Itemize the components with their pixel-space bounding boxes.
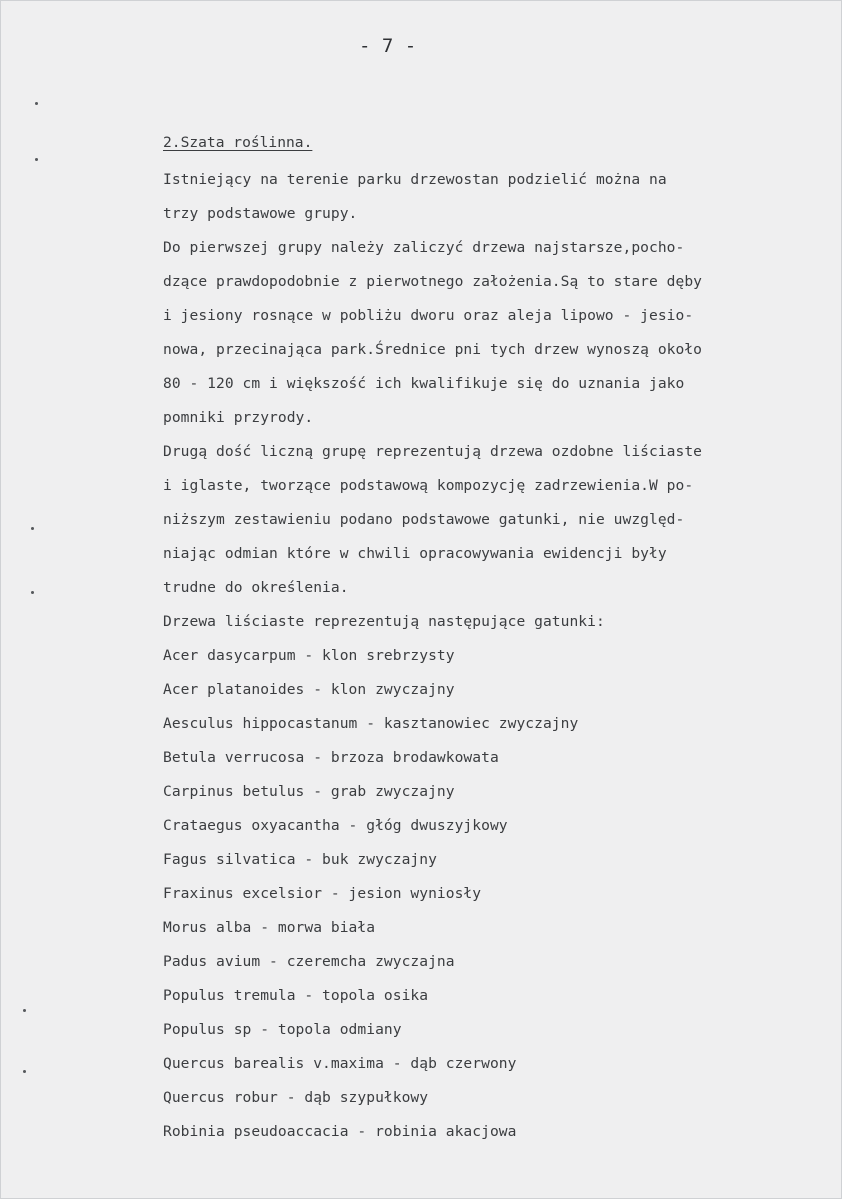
paragraph-line: dzące prawdopodobnie z pierwotnego założenia.Są to stare dęby [163, 273, 703, 290]
species-item: Populus sp - topola odmiany [163, 1021, 402, 1038]
paragraph-line: i iglaste, tworzące podstawową kompozycję zadrzewienia.W po- [163, 477, 694, 494]
scan-speck [35, 158, 38, 161]
paragraph-line: trudne do określenia. [163, 579, 349, 596]
paragraph-line: pomniki przyrody. [163, 409, 314, 426]
species-item: Carpinus betulus - grab zwyczajny [163, 783, 455, 800]
scan-speck [23, 1009, 26, 1012]
species-item: Populus tremula - topola osika [163, 987, 429, 1004]
scan-speck [23, 1070, 26, 1073]
paragraph-line: 80 - 120 cm i większość ich kwalifikuje się do uznania jako [163, 375, 685, 392]
paragraph-line: nowa, przecinająca park.Średnice pni tych drzew wynoszą około [163, 341, 703, 358]
paragraph-line: trzy podstawowe grupy. [163, 205, 358, 222]
paragraph-line: Istniejący na terenie parku drzewostan podzielić można na [163, 171, 667, 188]
paragraph-line: Drugą dość liczną grupę reprezentują drzewa ozdobne liściaste [163, 443, 703, 460]
species-item: Fagus silvatica - buk zwyczajny [163, 851, 437, 868]
species-item: Acer platanoides - klon zwyczajny [163, 681, 455, 698]
scan-speck [31, 591, 34, 594]
species-item: Quercus barealis v.maxima - dąb czerwony [163, 1055, 517, 1072]
paragraph-line: Do pierwszej grupy należy zaliczyć drzewa najstarsze,pocho- [163, 239, 685, 256]
species-item: Betula verrucosa - brzoza brodawkowata [163, 749, 499, 766]
species-item: Aesculus hippocastanum - kasztanowiec zwyczajny [163, 715, 579, 732]
species-item: Acer dasycarpum - klon srebrzysty [163, 647, 455, 664]
list-intro: Drzewa liściaste reprezentują następujące gatunki: [163, 613, 605, 630]
page-number: - 7 - [359, 35, 417, 57]
species-item: Crataegus oxyacantha - głóg dwuszyjkowy [163, 817, 508, 834]
section-heading: 2.Szata roślinna. [163, 134, 313, 151]
scan-speck [31, 527, 34, 530]
species-item: Robinia pseudoaccacia - robinia akacjowa [163, 1123, 517, 1140]
paragraph-line: i jesiony rosnące w pobliżu dworu oraz aleja lipowo - jesio- [163, 307, 694, 324]
species-item: Quercus robur - dąb szypułkowy [163, 1089, 429, 1106]
species-item: Padus avium - czeremcha zwyczajna [163, 953, 455, 970]
paragraph-line: niższym zestawieniu podano podstawowe gatunki, nie uwzględ- [163, 511, 685, 528]
paragraph-line: niając odmian które w chwili opracowywania ewidencji były [163, 545, 667, 562]
species-item: Fraxinus excelsior - jesion wyniosły [163, 885, 482, 902]
species-item: Morus alba - morwa biała [163, 919, 376, 936]
scan-speck [35, 102, 38, 105]
